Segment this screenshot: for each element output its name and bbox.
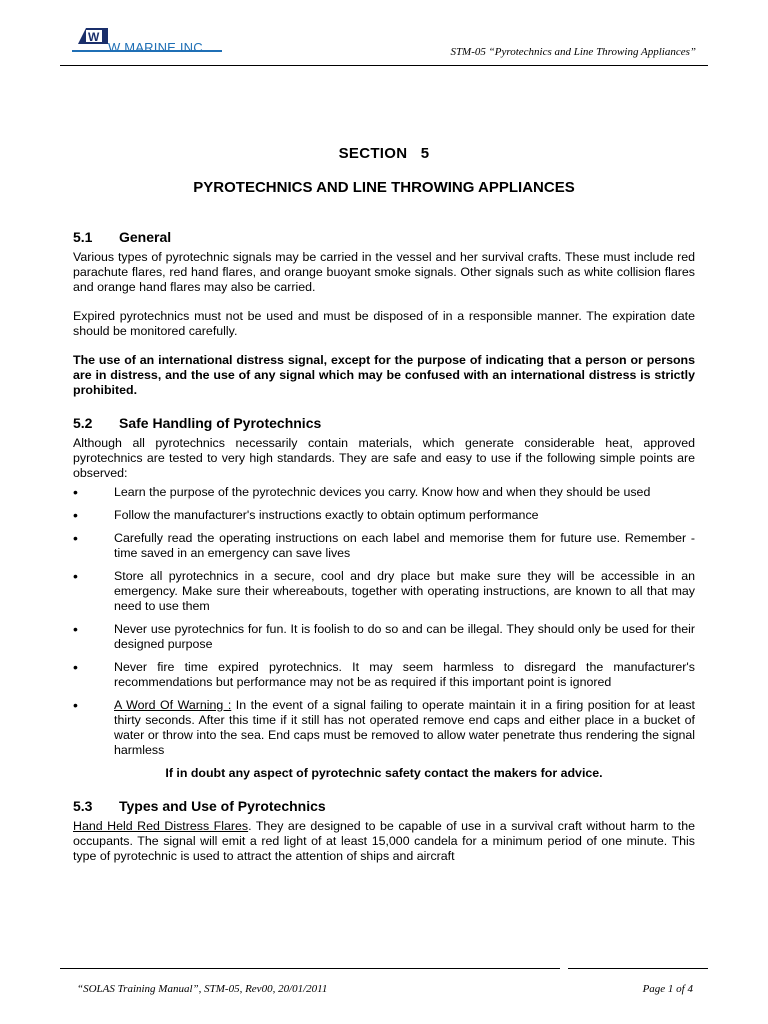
red-flares-term: Hand Held Red Distress Flares: [73, 819, 249, 833]
company-logo: [72, 26, 272, 62]
paragraph-red-flares: Hand Held Red Distress Flares. They are designed to be capable of use in a survival craft without harm to the occupants. The signal will emit a red light of at least 15,000 candela for a minimum period of one minute. This type of pyrotechnic is used to attract the attention of ships and aircraft: [73, 819, 695, 863]
paragraph-distress-warning: The use of an international distress signal, except for the purpose of indicating that a person or persons are in distress, and the use of any signal which may be confused with an international distress is strictly prohibited.: [73, 353, 695, 397]
bullet-icon: •: [73, 697, 78, 713]
warning-text: In the event of a signal failing to operate maintain it in a firing position for at least thirty seconds. After this time if it still has not operated remove end caps and either place in a bucket of water or throw into the sea. End caps must be removed to allow water penetrate thus rendering the signal harmless: [114, 698, 695, 757]
bullet-icon: •: [73, 484, 78, 500]
bullet-icon: •: [73, 530, 78, 546]
heading-number: 5.2: [73, 415, 93, 431]
list-item: • Follow the manufacturer's instructions exactly to obtain optimum performance: [73, 507, 539, 523]
list-item: • Carefully read the operating instructions on each label and memorise them for future use. Remember - time saved in an emergency can save lives: [73, 530, 695, 560]
list-item: • Never use pyrotechnics for fun. It is foolish to do so and can be illegal. They should only be used for their designed purpose: [73, 621, 695, 651]
safety-bullet-list: [73, 485, 695, 758]
logo-initial: W: [88, 30, 100, 44]
section-number: 5: [420, 145, 430, 162]
bullet-icon: •: [73, 659, 78, 675]
heading-text: Types and Use of Pyrotechnics: [119, 798, 326, 814]
list-item: • Store all pyrotechnics in a secure, cool and dry place but make sure they will be accessible in an emergency. Make sure their whereabouts, together with operating instructions, are known to all that may need to use them: [73, 568, 695, 613]
heading-number: 5.3: [73, 798, 93, 814]
bullet-icon: •: [73, 568, 78, 584]
paragraph-handling-intro: Although all pyrotechnics necessarily contain materials, which generate considerable heat, approved pyrotechnics are tested to very high standards. They are safe and easy to use if the following simple points are observed:: [73, 436, 695, 480]
footer-manual-reference: “SOLAS Training Manual”, STM-05, Rev00, 20/01/2011: [77, 983, 328, 995]
heading-5-3: [73, 799, 695, 814]
section-heading: [0, 145, 768, 162]
paragraph-general-2: Expired pyrotechnics must not be used and must be disposed of in a responsible manner. The expiration date should be monitored carefully.: [73, 309, 695, 338]
header-divider: [60, 65, 708, 66]
bullet-icon: •: [73, 621, 78, 637]
paragraph-general-1: Various types of pyrotechnic signals may be carried in the vessel and her survival crafts. These must include red parachute flares, red hand flares, and orange buoyant smoke signals. Other signals such as white collision flares and orange hand flares may also be carried.: [73, 250, 695, 294]
page-number: Page 1 of 4: [642, 983, 693, 995]
list-item: • Learn the purpose of the pyrotechnic devices you carry. Know how and when they should be used: [73, 484, 651, 500]
document-body: [73, 230, 695, 864]
list-item-warning: [73, 698, 695, 758]
footer-divider: [568, 968, 708, 969]
heading-5-2: [73, 416, 695, 431]
footer-divider: [60, 968, 560, 969]
warning-label: A Word Of Warning :: [114, 698, 232, 712]
heading-5-1: [73, 230, 695, 245]
list-item: • Never fire time expired pyrotechnics. It may seem harmless to disregard the manufacturer's recommendations but performance may not be as required if this important point is ignored: [73, 659, 695, 689]
section-label: SECTION: [338, 145, 408, 162]
bullet-icon: •: [73, 507, 78, 523]
heading-text: Safe Handling of Pyrotechnics: [119, 415, 322, 431]
logo-text: W MARINE INC: [108, 40, 203, 55]
safety-advice-note: If in doubt any aspect of pyrotechnic safety contact the makers for advice.: [165, 766, 603, 780]
heading-number: 5.1: [73, 229, 93, 245]
heading-text: General: [119, 229, 172, 245]
document-reference: STM-05 “Pyrotechnics and Line Throwing Appliances”: [450, 46, 696, 58]
section-title: PYROTECHNICS AND LINE THROWING APPLIANCES: [193, 179, 575, 196]
page-header: [60, 24, 708, 64]
